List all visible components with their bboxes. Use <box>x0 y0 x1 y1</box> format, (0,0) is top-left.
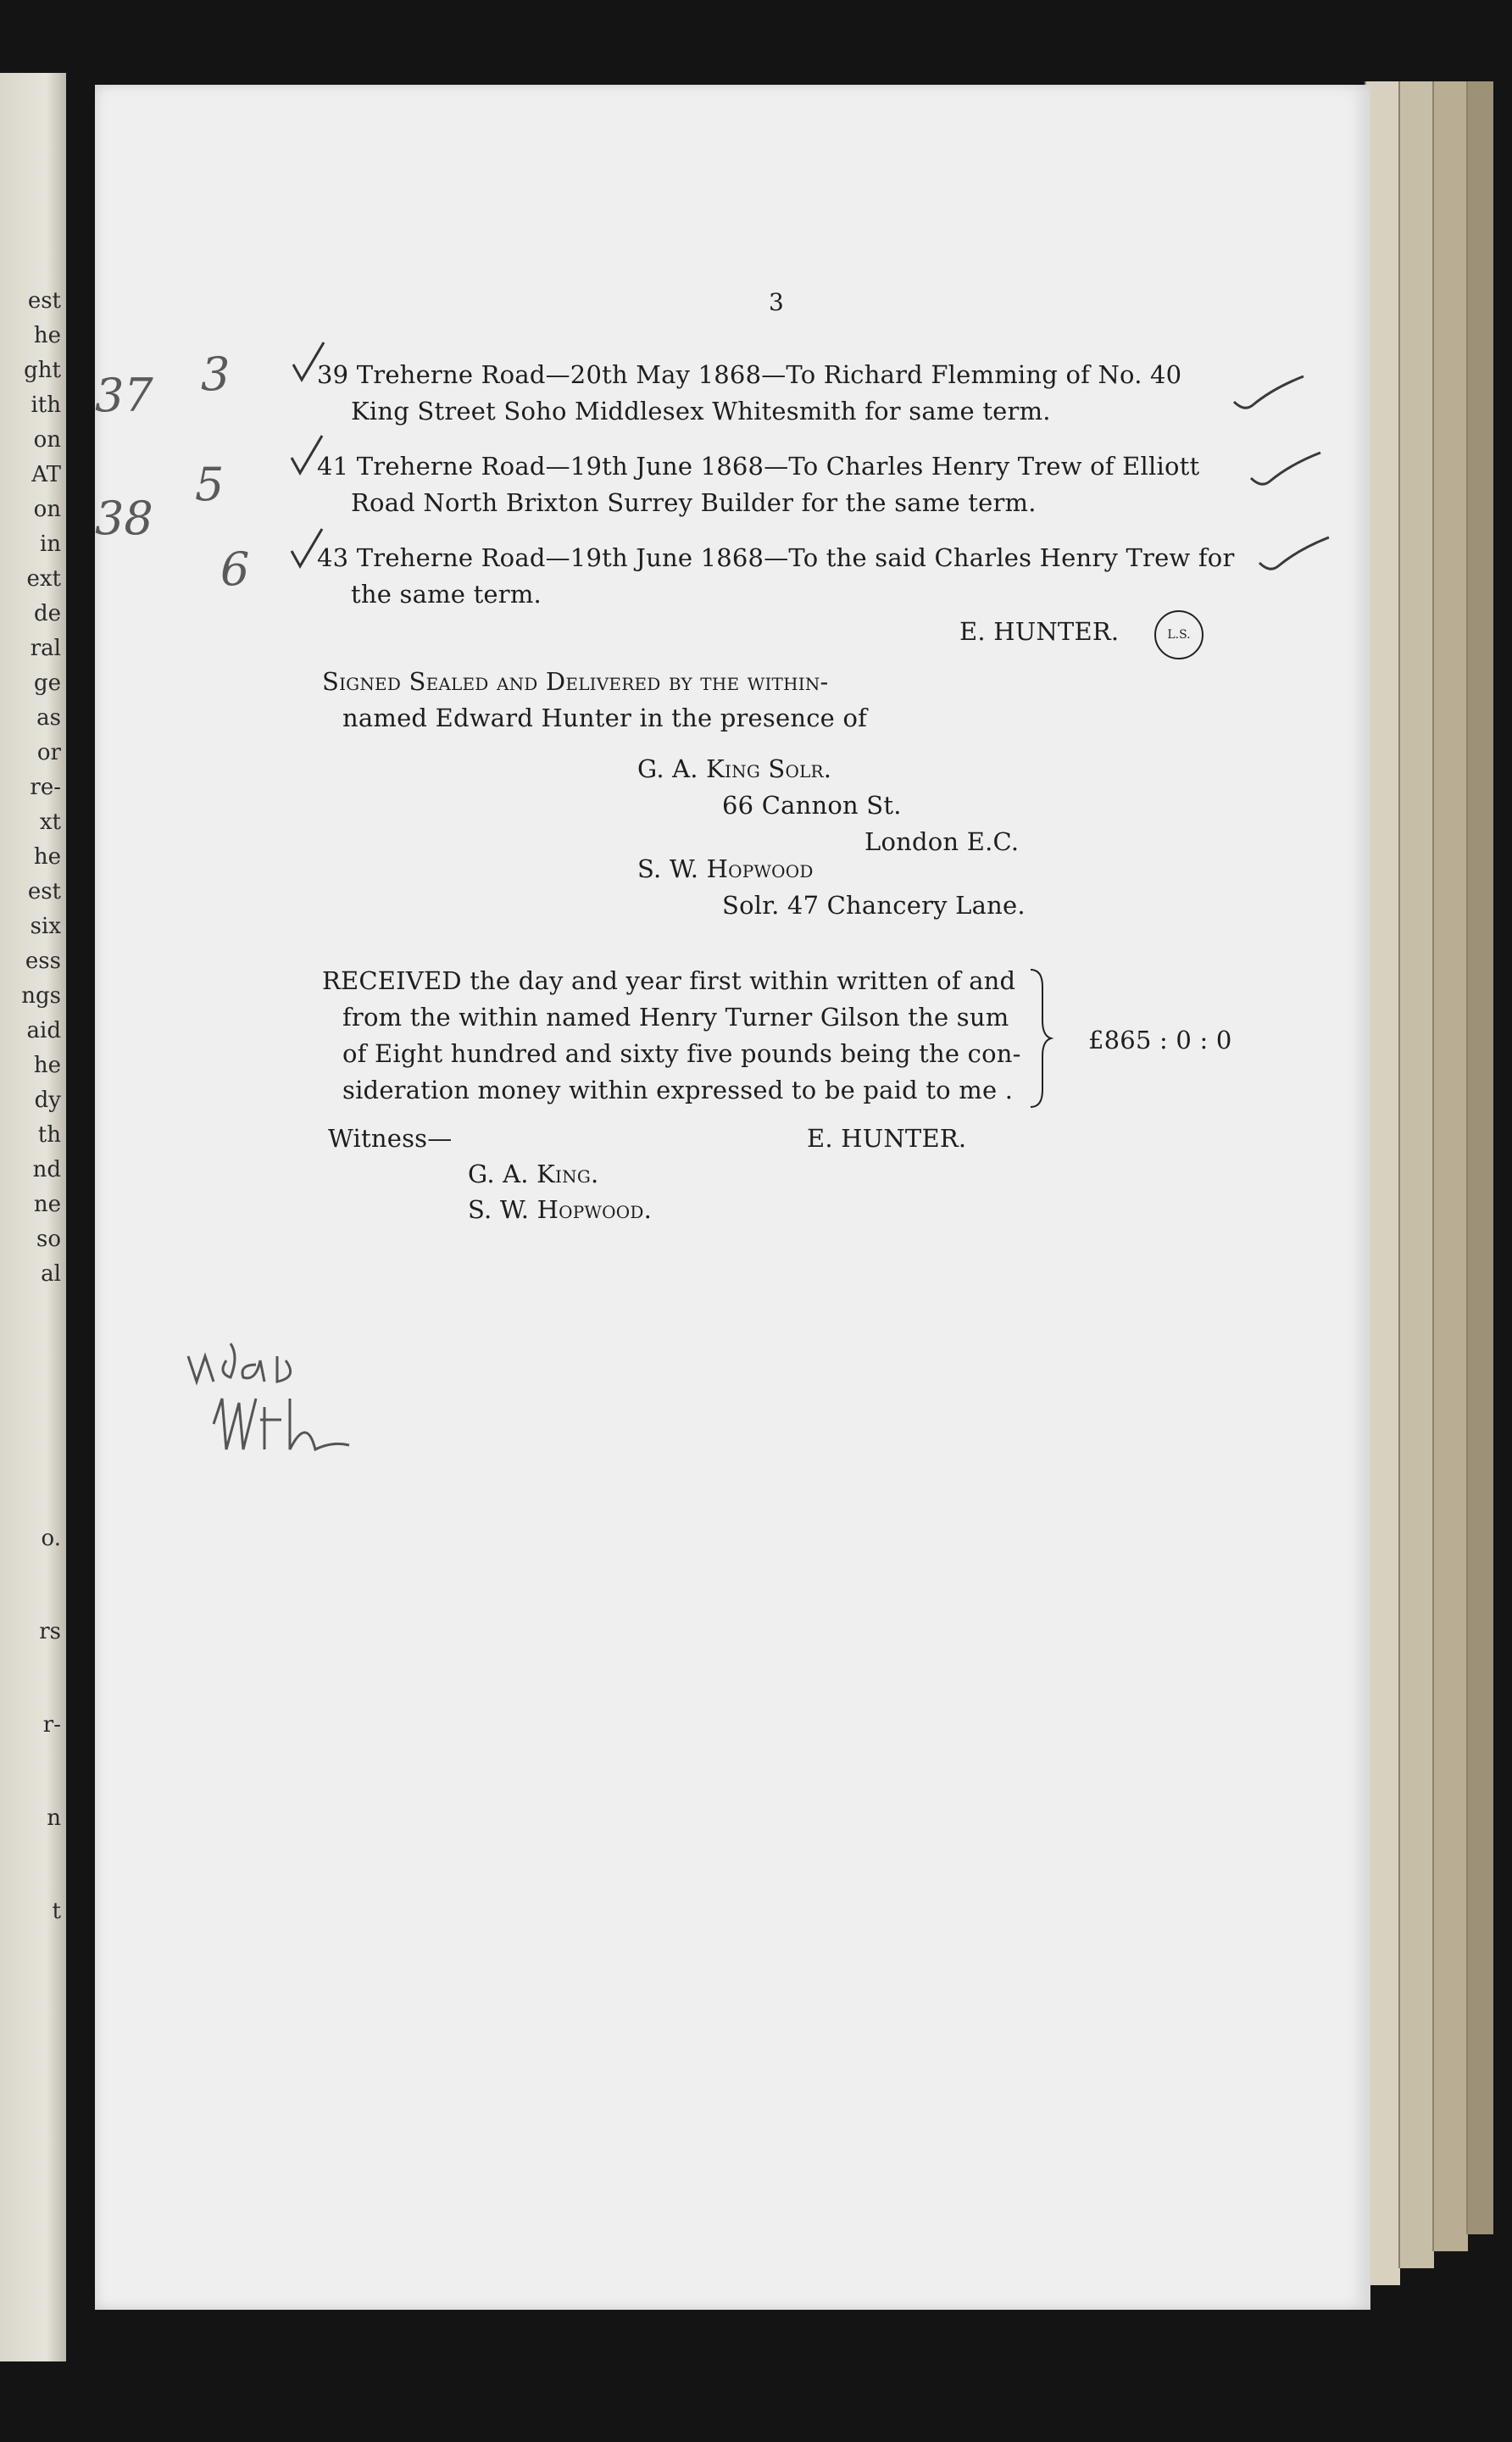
receipt-witness-2: S. W. Hopwood. <box>468 1195 652 1224</box>
margin-number-right: 3 <box>201 348 231 401</box>
document-page <box>95 85 1370 2310</box>
adjacent-page-fragment: de <box>33 601 61 626</box>
tick-mark-icon <box>1256 534 1332 576</box>
attestation-line-1: Signed Sealed and Delivered by the within- <box>322 667 829 696</box>
adjacent-page-fragment: ght <box>24 358 61 383</box>
adjacent-page-fragment: aid <box>26 1018 61 1043</box>
adjacent-page-fragment: on <box>33 427 61 453</box>
adjacent-page-fragment: re- <box>30 775 61 800</box>
adjacent-page-fragment: dy <box>34 1087 61 1113</box>
adjacent-page-fragment: ith <box>31 392 61 418</box>
adjacent-page-fragment: ess <box>25 948 61 974</box>
witness-1-address-2: London E.C. <box>864 827 1020 856</box>
entry-2-line-1: 41 Treherne Road—19th June 1868—To Charles Henry Trew of Elliott <box>317 452 1200 481</box>
adjacent-page-fragment: ngs <box>21 983 61 1009</box>
adjacent-page-fragment: so <box>36 1227 61 1252</box>
tick-mark-icon <box>288 432 331 483</box>
adjacent-page-edge <box>0 73 66 2361</box>
adjacent-page-fragment: in <box>39 531 61 557</box>
receipt-witness-label: Witness— <box>328 1124 453 1153</box>
witness-2-name: S. W. Hopwood <box>637 854 814 883</box>
page-number: 3 <box>769 288 785 316</box>
entry-1-line-1: 39 Treherne Road—20th May 1868—To Richard Flemming of No. 40 <box>317 360 1182 389</box>
signature-name: E. HUNTER. <box>959 617 1120 646</box>
margin-number-right: 6 <box>220 542 250 596</box>
pencil-initials <box>180 1339 383 1475</box>
adjacent-page-fragment: AT <box>31 462 61 487</box>
adjacent-page-fragment: six <box>30 914 61 939</box>
adjacent-page-fragment: th <box>37 1122 61 1148</box>
adjacent-page-fragment: nd <box>32 1157 61 1182</box>
adjacent-page-fragment: ne <box>33 1192 61 1217</box>
margin-number-right: 5 <box>195 458 225 511</box>
adjacent-page-fragment: o. <box>41 1526 61 1551</box>
receipt-signature: E. HUNTER. <box>807 1124 967 1153</box>
adjacent-page-fragment: ext <box>26 566 61 592</box>
margin-number-left: 38 <box>95 492 153 545</box>
tick-mark-icon <box>290 339 332 390</box>
adjacent-page-fragment: ral <box>30 636 61 661</box>
page-stack-edge <box>1398 81 1434 2268</box>
adjacent-page-fragment: xt <box>39 809 61 835</box>
entry-1-line-2: King Street Soho Middlesex Whitesmith for same term. <box>351 397 1051 426</box>
tick-mark-icon <box>1248 449 1324 492</box>
adjacent-page-fragment: as <box>36 705 61 731</box>
adjacent-page-fragment: rs <box>39 1619 61 1644</box>
tick-mark-icon <box>288 526 331 576</box>
seal-stamp: L.S. <box>1154 610 1203 659</box>
adjacent-page-fragment: ge <box>33 670 61 696</box>
page-stack-edge <box>1432 81 1468 2251</box>
receipt-witness-1: G. A. King. <box>468 1160 599 1188</box>
witness-1-address-1: 66 Cannon St. <box>722 791 902 820</box>
receipt-amount: £865 : 0 : 0 <box>1088 1026 1232 1054</box>
witness-1-name: G. A. King Solr. <box>637 754 832 783</box>
entry-3-line-2: the same term. <box>351 580 542 609</box>
adjacent-page-fragment: t <box>52 1899 61 1924</box>
adjacent-page-fragment: al <box>41 1261 61 1287</box>
tick-mark-icon <box>1231 373 1307 415</box>
receipt-line-3: of Eight hundred and sixty five pounds being the con- <box>342 1039 1021 1068</box>
adjacent-page-fragment: he <box>33 844 61 870</box>
adjacent-page-fragment: or <box>36 740 61 765</box>
margin-number-left: 37 <box>95 369 153 422</box>
curly-brace <box>1027 966 1053 1110</box>
witness-2-address: Solr. 47 Chancery Lane. <box>722 891 1026 920</box>
receipt-line-4: sideration money within expressed to be paid to me . <box>342 1076 1014 1104</box>
adjacent-page-fragment: n <box>47 1805 61 1831</box>
adjacent-page-fragment: r- <box>42 1712 61 1738</box>
adjacent-page-fragment: he <box>33 323 61 348</box>
adjacent-page-fragment: on <box>33 497 61 522</box>
entry-2-line-2: Road North Brixton Surrey Builder for the same term. <box>351 488 1037 517</box>
page-stack-edge <box>1466 81 1493 2234</box>
adjacent-page-fragment: he <box>33 1053 61 1078</box>
receipt-line-2: from the within named Henry Turner Gilson the sum <box>342 1003 1009 1032</box>
adjacent-page-fragment: est <box>27 879 61 904</box>
attestation-line-2: named Edward Hunter in the presence of <box>342 704 868 732</box>
adjacent-page-fragment: est <box>27 288 61 314</box>
receipt-line-1: RECEIVED the day and year first within written of and <box>322 966 1016 995</box>
entry-3-line-1: 43 Treherne Road—19th June 1868—To the said Charles Henry Trew for <box>317 543 1235 572</box>
